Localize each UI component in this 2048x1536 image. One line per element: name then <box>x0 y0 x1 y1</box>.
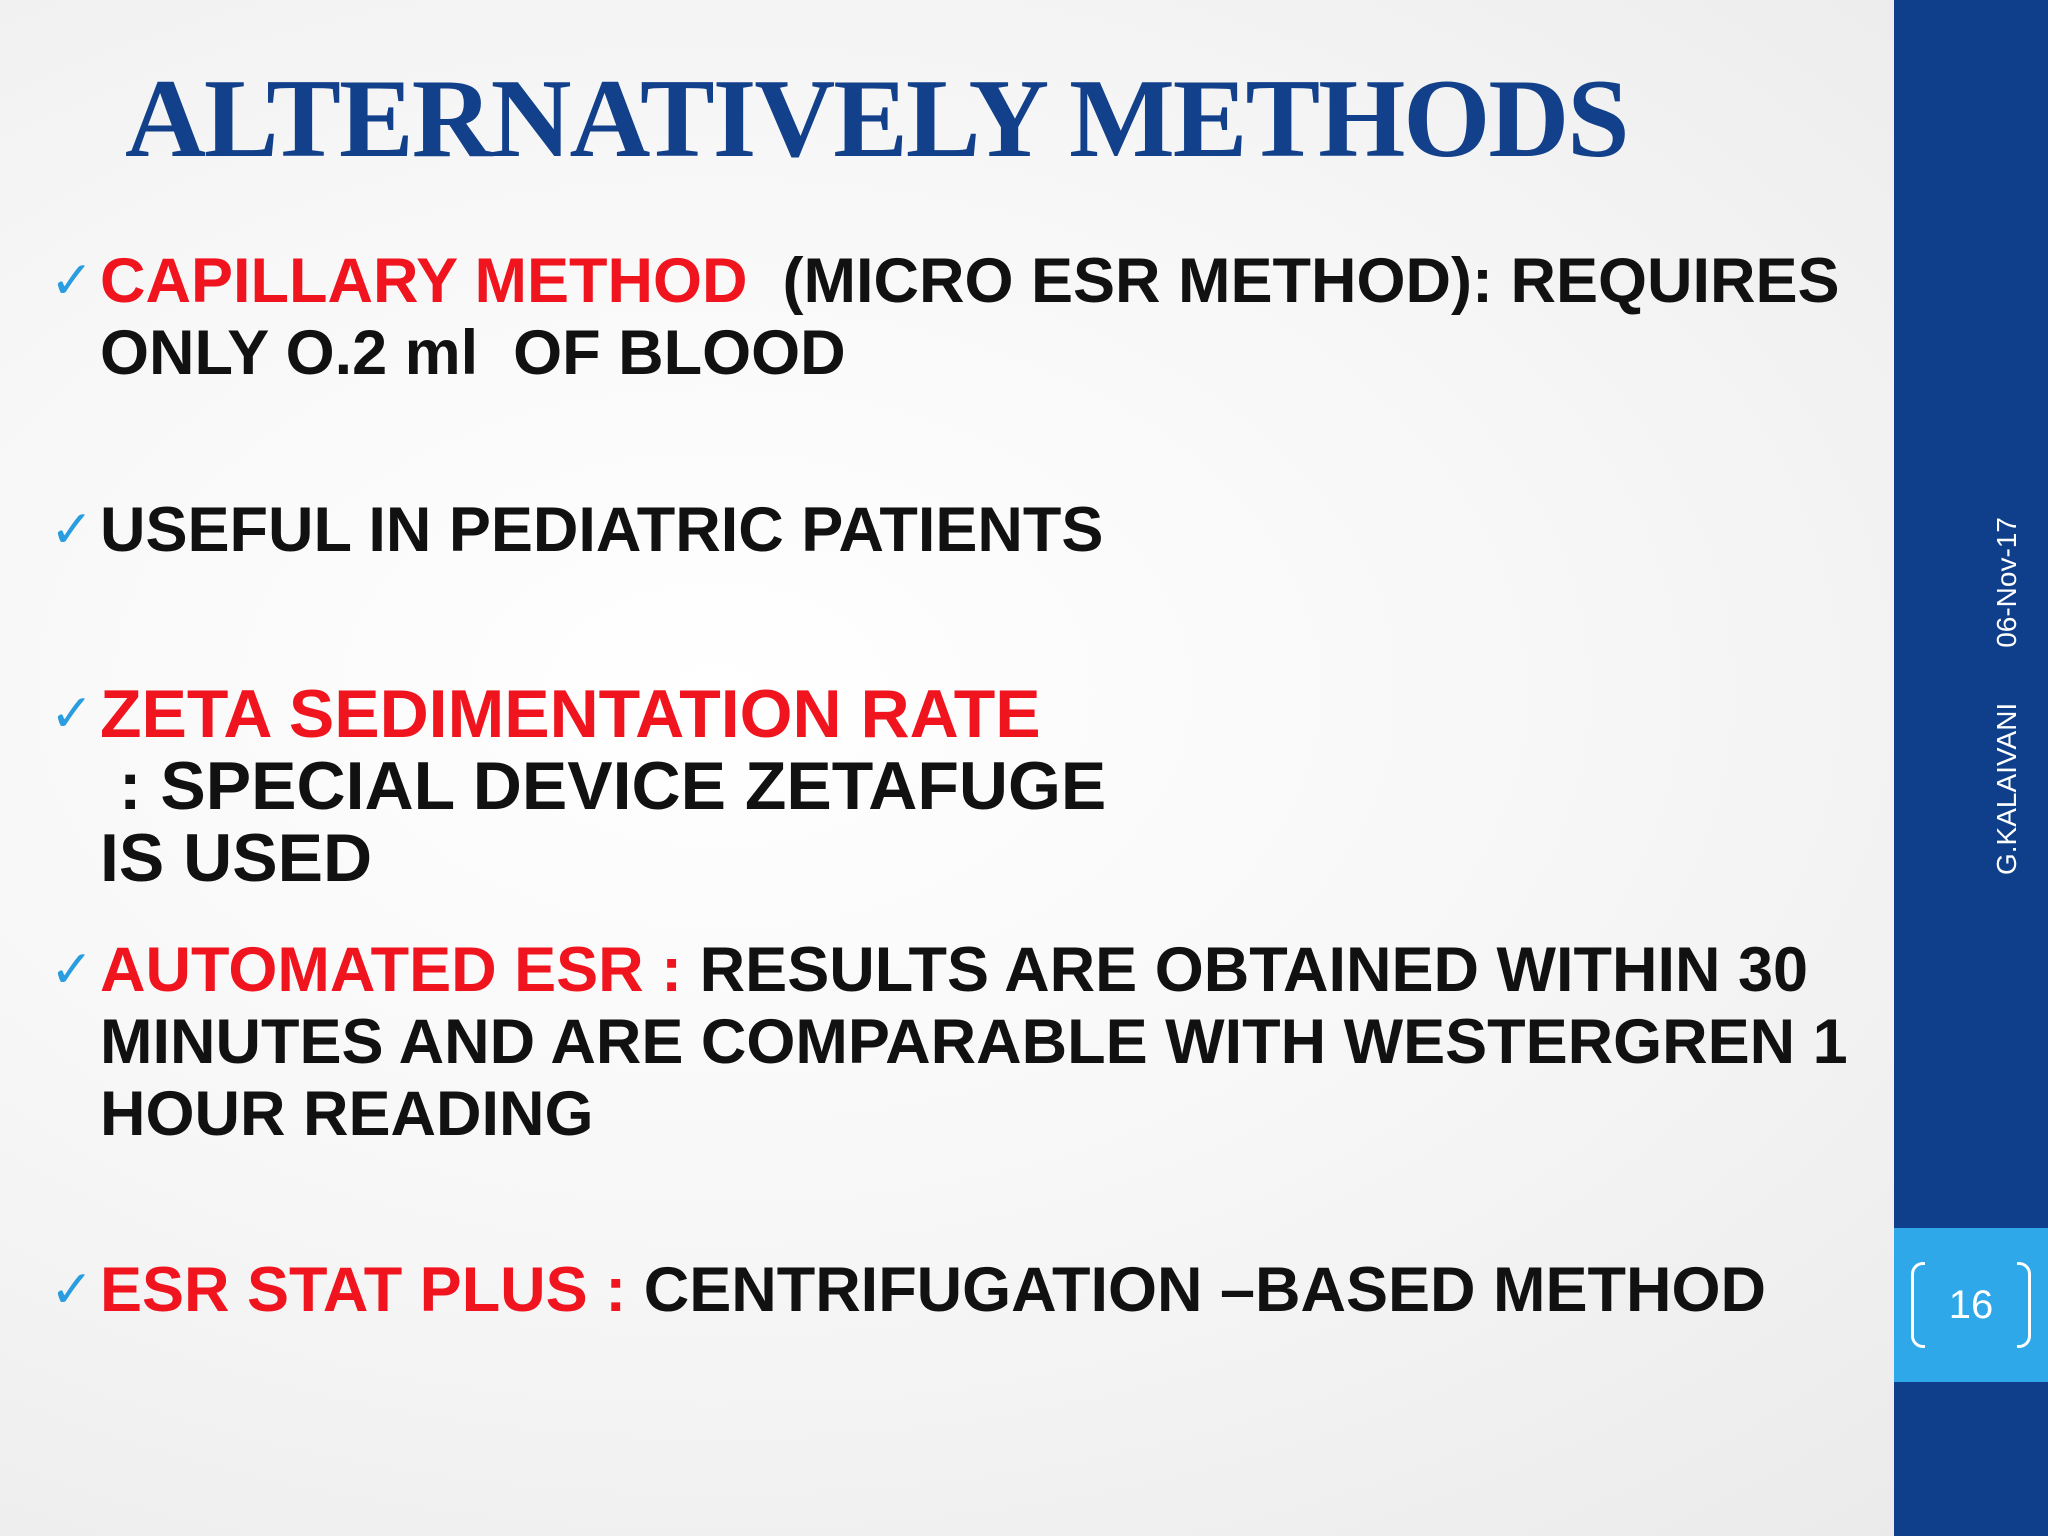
page-number-frame <box>1911 1262 2031 1348</box>
bullet-text: CENTRIFUGATION –BASED METHOD <box>626 1255 1767 1325</box>
bullet-highlight: AUTOMATED ESR : <box>100 935 683 1005</box>
bullet-text: USEFUL IN PEDIATRIC PATIENTS <box>100 495 1104 565</box>
check-icon: ✓ <box>50 684 94 744</box>
bullet-highlight: ESR STAT PLUS : <box>100 1255 627 1325</box>
bullet-text: RESULTS ARE OBTAINED WITHIN 30 <box>682 935 1809 1005</box>
bullet-text-continuation: MINUTES AND ARE COMPARABLE WITH WESTERGREN 1 <box>100 1007 1848 1077</box>
check-icon: ✓ <box>50 940 94 1000</box>
author-label: G.KALAIVANI <box>1991 702 2022 875</box>
bullet-highlight: CAPILLARY METHOD <box>100 246 748 316</box>
bullet-highlight: ZETA SEDIMENTATION RATE <box>100 676 1041 752</box>
date-label: 06-Nov-17 <box>1991 517 2022 648</box>
bullet-text-continuation: ONLY O.2 ml OF BLOOD <box>100 318 846 388</box>
page-number: 16 <box>1948 1283 1994 1327</box>
bullet-text-continuation: IS USED <box>100 820 373 896</box>
check-icon: ✓ <box>50 500 94 560</box>
bullet-text-continuation-2: HOUR READING <box>100 1079 594 1149</box>
bullet-item-automated-esr <box>50 934 1890 1150</box>
check-icon: ✓ <box>50 251 94 311</box>
bullet-item-zeta-sedimentation <box>50 678 1890 894</box>
bullet-item-esr-stat-plus <box>50 1254 1890 1326</box>
bullet-item-pediatric <box>50 494 1890 566</box>
page-number-box <box>1894 1228 2048 1382</box>
bullet-text: : SPECIAL DEVICE ZETAFUGE <box>100 748 1107 824</box>
check-icon: ✓ <box>50 1260 94 1320</box>
side-footer-vertical <box>1991 517 2023 875</box>
bullet-item-capillary-method <box>50 245 1890 389</box>
bullet-text: (MICRO ESR METHOD): REQUIRES <box>747 246 1840 316</box>
slide-title: ALTERNATIVELY METHODS <box>125 57 1628 181</box>
